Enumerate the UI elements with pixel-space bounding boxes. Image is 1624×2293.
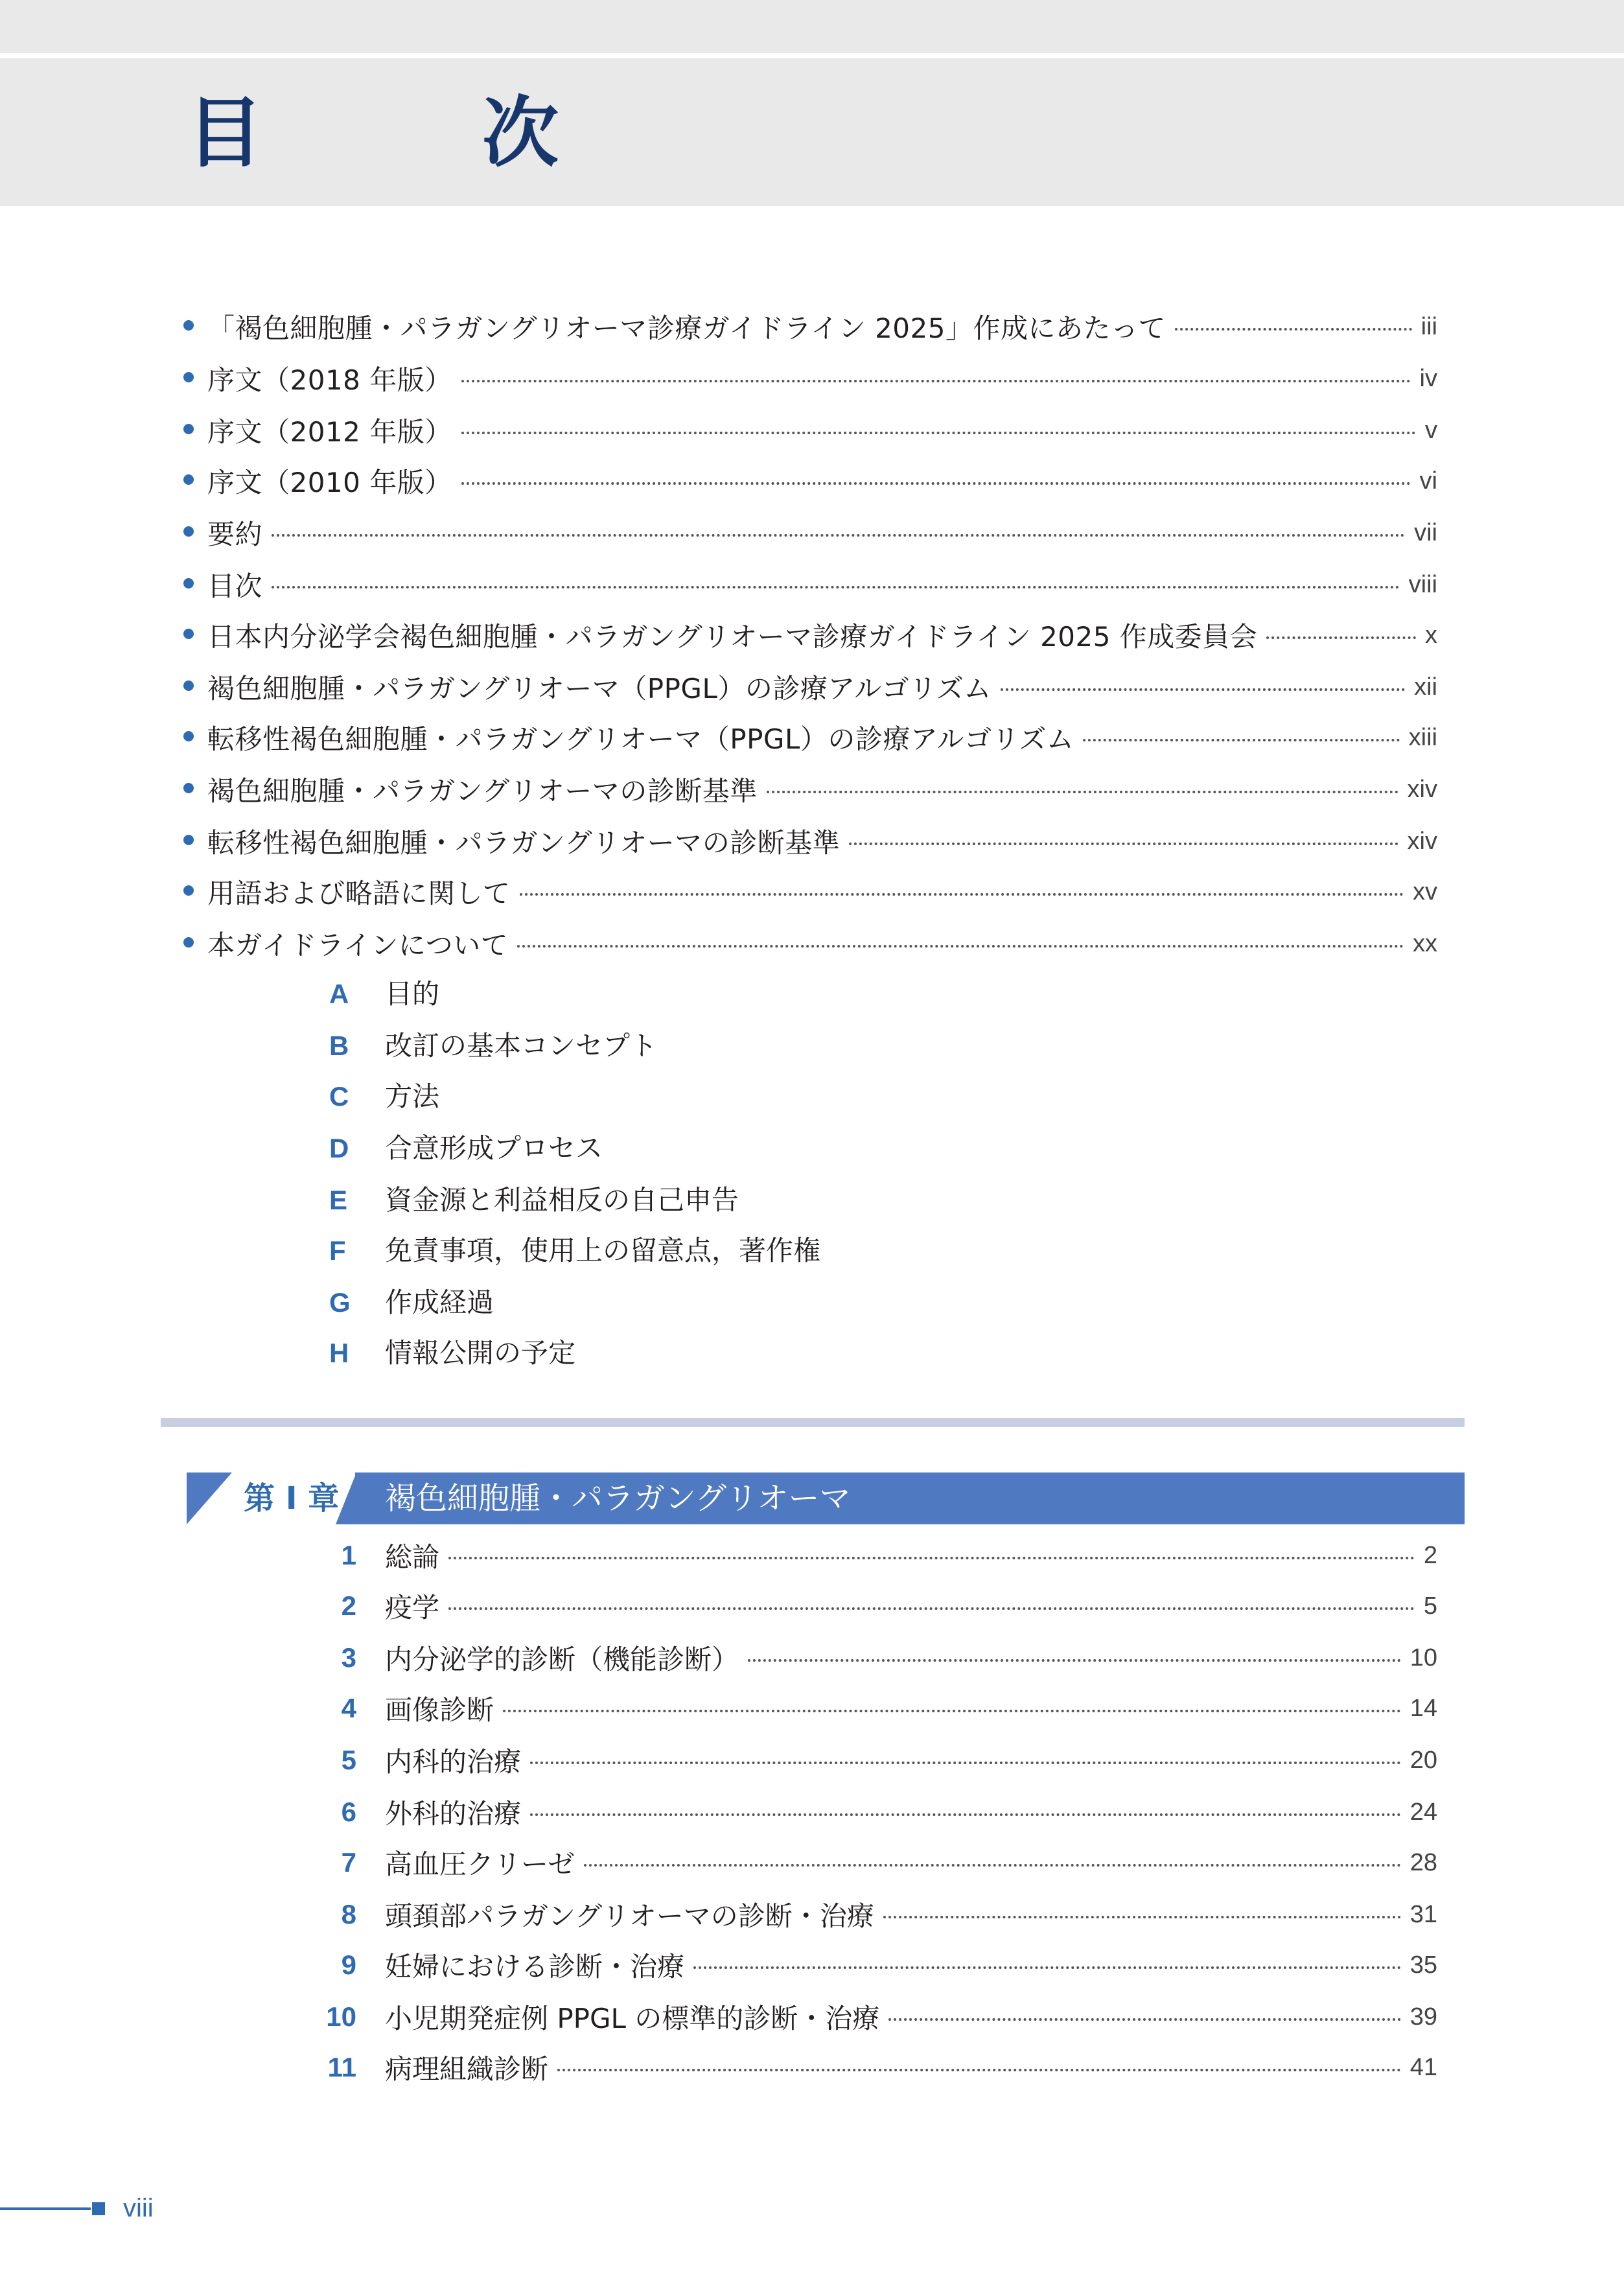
toc-subsection[interactable] [0, 1327, 1624, 1379]
toc-entry-title: 転移性褐色細胞腫・パラガングリオーマの診断基準 [207, 827, 841, 859]
toc-entry-title: 褐色細胞腫・パラガングリオーマの診断基準 [207, 775, 758, 807]
dot-leader [520, 893, 1404, 896]
dot-leader [1175, 328, 1412, 331]
chapter-entry[interactable] [0, 1530, 1624, 1581]
chapter-entry[interactable] [0, 1580, 1624, 1632]
toc-entry-page: viii [1408, 570, 1437, 598]
chapter-entry-number: 7 [341, 1847, 356, 1878]
toc-entry-title: 転移性褐色細胞腫・パラガングリオーマ（PPGL）の診療アルゴリズム [207, 723, 1074, 755]
subsection-letter: H [329, 1338, 349, 1368]
chapter-entry-number: 9 [341, 1950, 356, 1980]
chapter-entry-page: 14 [1409, 1694, 1437, 1722]
toc-entry-page: xii [1414, 673, 1437, 701]
toc-entry[interactable] [0, 404, 1624, 456]
chapter-entry-page: 24 [1409, 1798, 1437, 1826]
page-title: 目 次 [187, 88, 631, 178]
chapter-entry-title: 総論 [385, 1541, 440, 1573]
chapter-entry-number: 3 [341, 1642, 356, 1673]
chapter-entry-number: 10 [326, 2001, 356, 2032]
toc-entry[interactable] [0, 712, 1624, 763]
toc-entry[interactable] [0, 353, 1624, 404]
chapter-entry-number: 4 [341, 1693, 356, 1723]
subsection-letter: A [329, 979, 349, 1009]
bullet-icon [183, 731, 194, 741]
toc-entry[interactable] [0, 301, 1624, 353]
toc-entry-page: iii [1421, 312, 1437, 340]
subsection-letter: G [329, 1287, 351, 1318]
chapter-entry-page: 20 [1409, 1746, 1437, 1774]
toc-subsection[interactable] [0, 1277, 1624, 1329]
dot-leader [461, 432, 1416, 434]
toc-entry-title: 日本内分泌学会褐色細胞腫・パラガングリオーマ診療ガイドライン 2025 作成委員会 [207, 621, 1258, 653]
toc-entry-page: v [1425, 416, 1437, 444]
subsection-title: 作成経過 [385, 1286, 494, 1318]
toc-entry[interactable] [0, 661, 1624, 713]
toc-entry[interactable] [0, 815, 1624, 867]
toc-entry-page: vii [1414, 518, 1437, 546]
chapter-title: 褐色細胞腫・パラガングリオーマ [385, 1480, 851, 1517]
toc-entry-title: 序文（2010 年版） [207, 467, 452, 498]
dot-leader [883, 1916, 1401, 1918]
chapter-entry[interactable] [0, 2042, 1624, 2093]
chapter-entry-title: 高血圧クリーゼ [385, 1848, 575, 1880]
toc-entry-page: xv [1413, 878, 1437, 905]
bullet-icon [183, 372, 194, 382]
toc-entry[interactable] [0, 507, 1624, 559]
toc-subsection[interactable] [0, 968, 1624, 1020]
bullet-icon [183, 629, 194, 639]
dot-leader [272, 586, 1400, 588]
bullet-icon [183, 885, 194, 896]
dot-leader [584, 1864, 1401, 1867]
bullet-icon [183, 783, 194, 793]
footer-rule [0, 2207, 91, 2210]
chapter-entry-number: 8 [341, 1899, 356, 1929]
chapter-entry-page: 28 [1409, 1848, 1437, 1876]
chapter-entry-page: 2 [1423, 1541, 1437, 1569]
chapter-entry-title: 外科的治療 [385, 1798, 522, 1830]
chapter-entry[interactable] [0, 1786, 1624, 1838]
chapter-entry-page: 39 [1409, 2003, 1437, 2031]
subsection-letter: C [329, 1081, 349, 1112]
chapter-entry-number: 5 [341, 1745, 356, 1775]
chapter-entry[interactable] [0, 1991, 1624, 2043]
chapter-header[interactable] [187, 1472, 1465, 1524]
chapter-entry-page: 41 [1409, 2053, 1437, 2081]
toc-subsection[interactable] [0, 1071, 1624, 1123]
subsection-title: 資金源と利益相反の自己申告 [385, 1184, 739, 1216]
dot-leader [1266, 636, 1416, 639]
bullet-icon [183, 835, 194, 845]
subsection-letter: B [329, 1030, 349, 1061]
footer-page-number: viii [123, 2194, 154, 2222]
chapter-entry-number: 6 [341, 1797, 356, 1827]
dot-leader [849, 843, 1398, 845]
dot-leader [503, 1710, 1401, 1712]
bullet-icon [183, 320, 194, 331]
chapter-entry-title: 疫学 [385, 1592, 440, 1624]
chapter-entry-title: 小児期発症例 PPGL の標準的診断・治療 [385, 2003, 880, 2034]
dot-leader [1083, 739, 1399, 741]
dot-leader [748, 1659, 1401, 1662]
toc-entry-title: 目次 [207, 570, 263, 602]
chapter-entry-number: 2 [341, 1590, 356, 1621]
toc-entry-page: x [1425, 621, 1437, 649]
toc-subsection[interactable] [0, 1123, 1624, 1174]
chapter-entry-title: 内分泌学的診断（機能診断） [385, 1644, 739, 1675]
toc-entry[interactable] [0, 918, 1624, 970]
toc-entry-title: 序文（2012 年版） [207, 416, 452, 448]
subsection-letter: E [329, 1185, 348, 1215]
chapter-entry[interactable] [0, 1682, 1624, 1734]
dot-leader [530, 1762, 1401, 1764]
toc-subsection[interactable] [0, 1174, 1624, 1226]
chapter-label: 第 I 章 [244, 1480, 340, 1517]
toc-entry-title: 序文（2018 年版） [207, 364, 452, 396]
dot-leader [448, 1607, 1415, 1610]
header-top-band [0, 0, 1624, 53]
dot-leader [530, 1813, 1401, 1816]
chapter-wedge-left [187, 1472, 232, 1524]
chapter-entry[interactable] [0, 1837, 1624, 1889]
dot-leader [888, 2018, 1400, 2021]
chapter-entry-number: 11 [327, 2052, 356, 2082]
subsection-title: 方法 [385, 1080, 440, 1112]
toc-entry-title: 用語および略語に関して [207, 878, 511, 909]
toc-entry[interactable] [0, 455, 1624, 507]
toc-entry-page: xiv [1407, 775, 1437, 803]
dot-leader [1001, 688, 1405, 691]
section-divider [161, 1418, 1465, 1427]
bullet-icon [183, 681, 194, 691]
toc-entry-page: xx [1413, 929, 1437, 957]
dot-leader [693, 1966, 1401, 1969]
chapter-entry-title: 妊婦における診断・治療 [385, 1951, 685, 1983]
toc-entry[interactable] [0, 866, 1624, 918]
dot-leader [517, 945, 1404, 948]
chapter-entry-title: 画像診断 [385, 1694, 494, 1726]
chapter-entry[interactable] [0, 1632, 1624, 1684]
dot-leader [272, 534, 1405, 537]
subsection-letter: F [329, 1235, 346, 1266]
toc-entry-page: vi [1419, 467, 1437, 495]
chapter-entry-title: 頭頚部パラガングリオーマの診断・治療 [385, 1900, 874, 1932]
toc-entry-title: 本ガイドラインについて [207, 929, 509, 961]
dot-leader [557, 2069, 1401, 2071]
dot-leader [448, 1557, 1415, 1559]
bullet-icon [183, 937, 194, 948]
dot-leader [461, 380, 1411, 382]
toc-entry-page: xiii [1408, 723, 1437, 751]
dot-leader [767, 791, 1398, 793]
toc-subsection[interactable] [0, 1225, 1624, 1277]
footer-square-icon [92, 2202, 105, 2215]
toc-entry-page: iv [1419, 364, 1437, 392]
subsection-letter: D [329, 1133, 349, 1163]
subsection-title: 免責事項，使用上の留意点，著作権 [385, 1235, 821, 1266]
bullet-icon [183, 424, 194, 434]
subsection-title: 目的 [385, 978, 440, 1010]
chapter-entry-title: 内科的治療 [385, 1746, 522, 1778]
toc-subsection[interactable] [0, 1020, 1624, 1072]
subsection-title: 情報公開の予定 [385, 1337, 576, 1369]
chapter-entry-page: 10 [1409, 1644, 1437, 1671]
chapter-entry-title: 病理組織診断 [385, 2053, 549, 2085]
dot-leader [461, 482, 1411, 485]
bullet-icon [183, 578, 194, 588]
toc-entry[interactable] [0, 763, 1624, 815]
subsection-title: 改訂の基本コンセプト [385, 1030, 658, 1062]
toc-entry-title: 褐色細胞腫・パラガングリオーマ（PPGL）の診療アルゴリズム [207, 673, 992, 704]
chapter-entry[interactable] [0, 1939, 1624, 1991]
bullet-icon [183, 474, 194, 485]
chapter-entry-page: 5 [1423, 1592, 1437, 1620]
chapter-entry-page: 31 [1409, 1900, 1437, 1928]
chapter-entry[interactable] [0, 1889, 1624, 1940]
chapter-entry-page: 35 [1409, 1951, 1437, 1979]
toc-entry-title: 「褐色細胞腫・パラガングリオーマ診療ガイドライン 2025」作成にあたって [207, 312, 1166, 344]
toc-entry-title: 要約 [207, 518, 263, 550]
chapter-entry-number: 1 [341, 1540, 356, 1570]
chapter-entry[interactable] [0, 1734, 1624, 1786]
toc-entry-page: xiv [1407, 827, 1437, 855]
bullet-icon [183, 526, 194, 537]
subsection-title: 合意形成プロセス [385, 1132, 603, 1164]
toc-entry[interactable] [0, 609, 1624, 661]
toc-entry[interactable] [0, 559, 1624, 611]
